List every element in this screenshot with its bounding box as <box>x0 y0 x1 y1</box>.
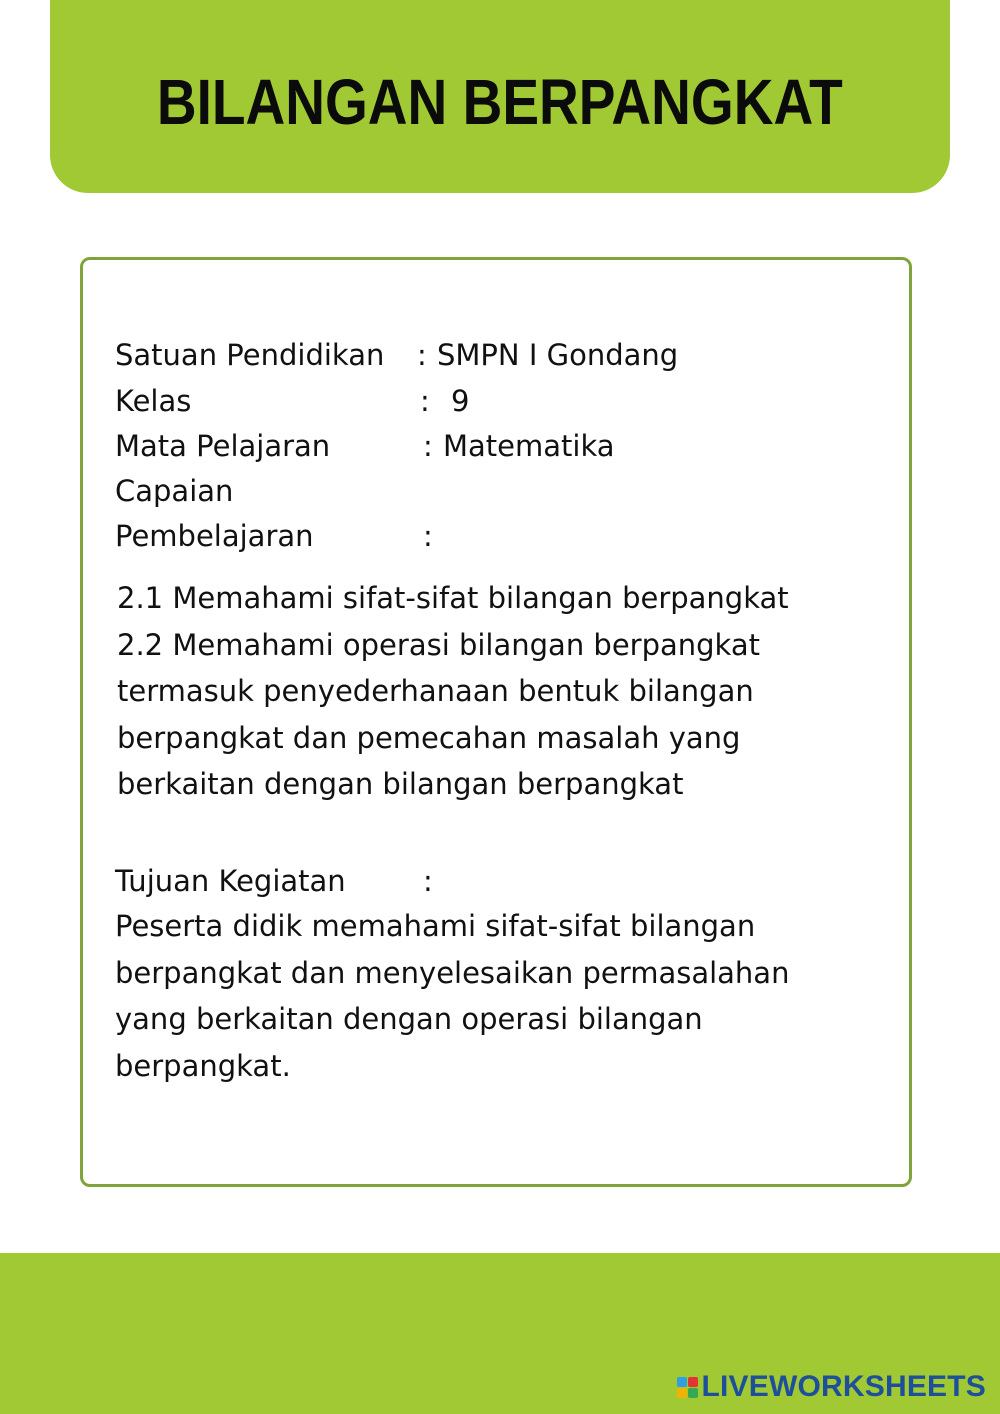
capaian-line: berpangkat dan pemecahan masalah yang <box>117 720 741 755</box>
tujuan-line: Peserta didik memahami sifat-sifat bilangan <box>115 909 756 943</box>
footer-band <box>0 1253 1000 1414</box>
field-colon: : <box>417 338 427 372</box>
field-colon: : <box>420 384 430 418</box>
field-label: Capaian <box>115 474 234 508</box>
capaian-paragraph <box>117 575 789 808</box>
tujuan-line: berpangkat dan menyelesaikan permasalahan <box>115 955 790 990</box>
field-label: Satuan Pendidikan <box>115 338 385 372</box>
capaian-line: 2.1 Memahami sifat-sifat bilangan berpangkat <box>117 581 789 615</box>
tujuan-line: yang berkaitan dengan operasi bilangan <box>115 1002 703 1036</box>
page-title: BILANGAN BERPANGKAT <box>157 65 843 138</box>
field-colon: : <box>423 519 433 553</box>
header-banner <box>50 0 950 193</box>
field-colon: : <box>423 864 433 898</box>
brand-name: LIVEWORKSHEETS <box>701 1370 986 1403</box>
field-label: Pembelajaran <box>115 519 314 553</box>
field-colon: : <box>423 429 433 463</box>
field-label: Mata Pelajaran <box>115 429 331 463</box>
capaian-line: termasuk penyederhanaan bentuk bilangan <box>117 674 754 708</box>
capaian-line: berkaitan dengan bilangan berpangkat <box>117 767 684 801</box>
field-value: Matematika <box>443 429 615 463</box>
tujuan-line: berpangkat. <box>115 1048 291 1083</box>
field-value: SMPN I Gondang <box>437 338 679 372</box>
field-label: Kelas <box>115 384 192 418</box>
field-value: 9 <box>451 384 470 418</box>
capaian-line: 2.2 Memahami operasi bilangan berpangkat <box>117 627 760 662</box>
tujuan-paragraph <box>115 903 789 1089</box>
field-label: Tujuan Kegiatan <box>115 864 346 898</box>
liveworksheets-logo-icon <box>677 1377 698 1398</box>
liveworksheets-brand[interactable] <box>677 1370 987 1404</box>
